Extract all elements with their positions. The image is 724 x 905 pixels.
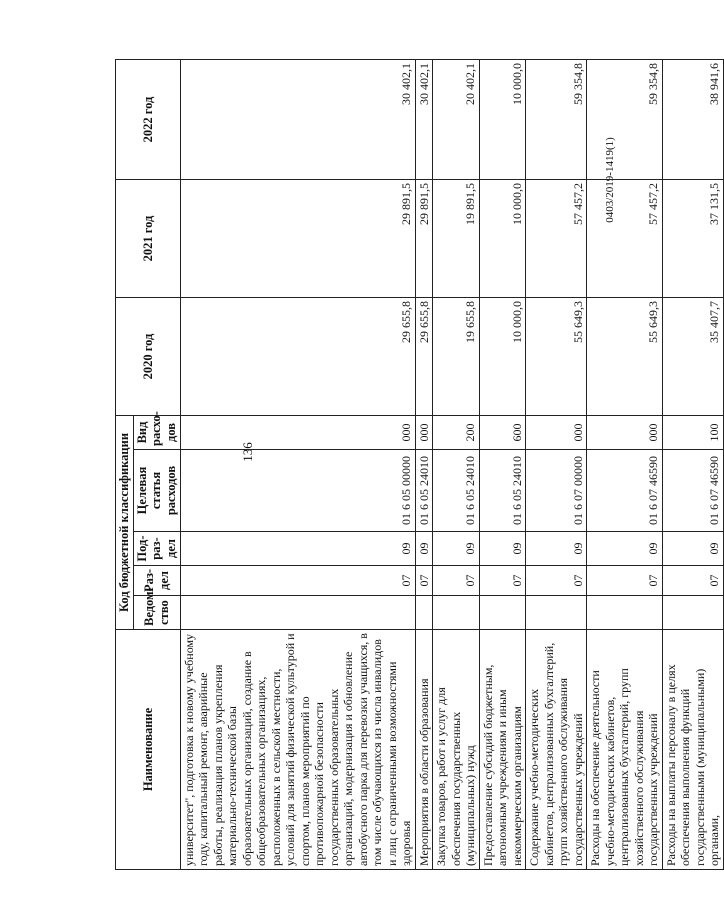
cell-ved: [526, 596, 587, 630]
cell-podrazdel: 09: [479, 532, 526, 566]
header-2021: 2021 год: [116, 179, 181, 297]
cell-vid: 000: [587, 415, 663, 449]
header-name: Наименование: [116, 630, 181, 870]
cell-vid: 000: [180, 415, 415, 449]
cell-razdel: 07: [526, 566, 587, 596]
cell-ved: [587, 596, 663, 630]
header-razdel: Раз-дел: [133, 566, 180, 596]
table-row: [479, 59, 526, 869]
cell-csr: 01 6 05 24010: [433, 450, 480, 532]
cell-vid: 000: [526, 415, 587, 449]
cell-razdel: 07: [415, 566, 433, 596]
header-ved: Ведом-ство: [133, 596, 180, 630]
cell-y2021: 19 891,5: [433, 179, 480, 297]
cell-name: Содержание учебно-методических кабинетов, централизованных бухгалтерий, групп хозяйственного обслуживания государственных учреждений: [526, 630, 587, 870]
cell-ved: [662, 596, 723, 630]
table-body: [180, 59, 723, 869]
cell-csr: 01 6 07 46590: [587, 450, 663, 532]
cell-podrazdel: 09: [662, 532, 723, 566]
cell-csr: 01 6 05 24010: [479, 450, 526, 532]
table-row: [180, 59, 415, 869]
cell-vid: 200: [433, 415, 480, 449]
cell-y2021: 29 891,5: [180, 179, 415, 297]
cell-y2022: 59 354,8: [587, 59, 663, 179]
cell-razdel: 07: [180, 566, 415, 596]
cell-y2020: 35 407,7: [662, 297, 723, 415]
cell-csr: 01 6 07 46590: [662, 450, 723, 532]
cell-y2021: 57 457,2: [587, 179, 663, 297]
cell-y2021: 57 457,2: [526, 179, 587, 297]
cell-ved: [433, 596, 480, 630]
cell-ved: [180, 596, 415, 630]
cell-y2021: 10 000,0: [479, 179, 526, 297]
cell-csr: 01 6 05 00000: [180, 450, 415, 532]
cell-csr: 01 6 05 24010: [415, 450, 433, 532]
cell-y2022: 30 402,1: [415, 59, 433, 179]
cell-name: Расходы на выплаты персоналу в целях обеспечения выполнения функций государственными (муниципальными) органами,: [662, 630, 723, 870]
cell-vid: 600: [479, 415, 526, 449]
header-row-1: [116, 59, 134, 869]
cell-y2022: 30 402,1: [180, 59, 415, 179]
rotated-table-container: [115, 60, 721, 870]
cell-name: Предоставление субсидий бюджетным, автономным учреждениям и иным некоммерческим организациям: [479, 630, 526, 870]
table-row: [526, 59, 587, 869]
cell-y2022: 10 000,0: [479, 59, 526, 179]
header-2022: 2022 год: [116, 59, 181, 179]
cell-razdel: 07: [479, 566, 526, 596]
header-podrazdel: Под-раз-дел: [133, 532, 180, 566]
cell-ved: [479, 596, 526, 630]
cell-y2020: 29 655,8: [415, 297, 433, 415]
cell-podrazdel: 09: [180, 532, 415, 566]
header-vid: Вид расхо-дов: [133, 415, 180, 449]
cell-vid: 100: [662, 415, 723, 449]
header-2020: 2020 год: [116, 297, 181, 415]
table-row: [662, 59, 723, 869]
cell-name: Расходы на обеспечение деятельности учебно-методических кабинетов, централизованных бухгалтерий, групп хозяйственного обслуживания государственных учреждений: [587, 630, 663, 870]
cell-razdel: 07: [433, 566, 480, 596]
header-group: Код бюджетной классификации: [116, 415, 134, 629]
cell-ved: [415, 596, 433, 630]
header-csr: Целевая статья расходов: [133, 450, 180, 532]
cell-name: Закупка товаров, работ и услуг для обеспечения государственных (муниципальных) нужд: [433, 630, 480, 870]
cell-podrazdel: 09: [587, 532, 663, 566]
document-code: 0403/2019-1419(1): [604, 137, 616, 223]
cell-podrazdel: 09: [433, 532, 480, 566]
cell-podrazdel: 09: [526, 532, 587, 566]
table-row: [433, 59, 480, 869]
cell-y2020: 55 649,3: [587, 297, 663, 415]
cell-y2021: 37 131,5: [662, 179, 723, 297]
table-row: [415, 59, 433, 869]
cell-y2022: 38 941,6: [662, 59, 723, 179]
cell-y2022: 20 402,1: [433, 59, 480, 179]
cell-razdel: 07: [587, 566, 663, 596]
cell-name: университет", подготовка к новому учебному году, капитальный ремонт, аварийные работы, реализация планов укрепления материально-технической базы образовательных организаций, создание в общеобразовательных организациях, расположенных в сельской местности, условий для занятий физической культурой и спортом, планов мероприятий по противопожарной безопасности государственных образовательных организаций, модернизация и обновление автобусного парка для перевозки учащихся, в том числе обучающихся из числа инвалидов и лиц с ограниченными возможностями здоровья: [180, 630, 415, 870]
cell-razdel: 07: [662, 566, 723, 596]
table-row: [587, 59, 663, 869]
cell-csr: 01 6 07 00000: [526, 450, 587, 532]
cell-vid: 000: [415, 415, 433, 449]
page-number: 136: [240, 442, 255, 462]
cell-y2020: 29 655,8: [180, 297, 415, 415]
cell-name: Мероприятия в области образования: [415, 630, 433, 870]
budget-table: [115, 59, 724, 870]
cell-y2021: 29 891,5: [415, 179, 433, 297]
cell-y2020: 19 655,8: [433, 297, 480, 415]
cell-podrazdel: 09: [415, 532, 433, 566]
cell-y2020: 10 000,0: [479, 297, 526, 415]
cell-y2020: 55 649,3: [526, 297, 587, 415]
cell-y2022: 59 354,8: [526, 59, 587, 179]
